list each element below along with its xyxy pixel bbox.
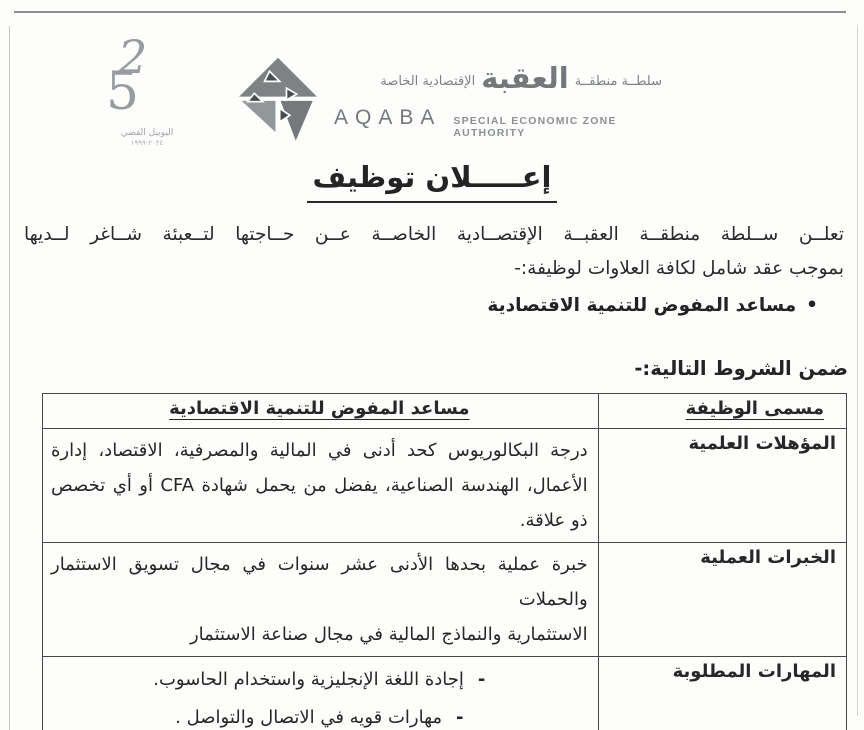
qualifications-label: المؤهلات العلمية	[598, 429, 846, 543]
intro-line-1: تعلــن ســلطة منطقــة العقبــة الإقتصــادية الخاصــة عــن حــاجتها لتــعبئة شــاغر لــديها	[24, 224, 844, 245]
document-title-text: إعـــــلان توظيف	[307, 160, 558, 203]
skill-item-2	[51, 699, 588, 730]
header-job-title-text: مسمى الوظيفة	[685, 398, 824, 419]
qualifications-line-3: ذو علاقة.	[519, 510, 588, 531]
qualifications-content	[43, 429, 599, 543]
experience-content	[43, 543, 599, 657]
requirements-table	[42, 393, 847, 730]
header-position-text: مساعد المفوض للتنمية الاقتصادية	[169, 398, 470, 419]
dash-bullet-icon: -	[477, 669, 486, 690]
skill-item-1-text: إجادة اللغة الإنجليزية واستخدام الحاسوب.	[153, 669, 464, 690]
scan-edge-top	[14, 11, 846, 13]
vacancy-title: مساعد المفوض للتنمية الاقتصادية	[487, 295, 797, 316]
document-title	[0, 160, 864, 203]
document-body	[0, 160, 864, 730]
skill-item-2-text: مهارات قويه في الاتصال والتواصل .	[175, 707, 443, 728]
skills-label: المهارات المطلوبة	[598, 657, 846, 730]
table-row-qualifications	[43, 429, 847, 543]
experience-label: الخبرات العملية	[598, 543, 846, 657]
jubilee-digit-5: 5	[106, 62, 140, 122]
aqaba-logo	[232, 50, 662, 140]
bullet-icon: •	[806, 295, 818, 316]
dash-bullet-icon: -	[456, 707, 464, 728]
aqaba-ar-suffix: الإقتصادية الخاصة	[380, 74, 476, 89]
skill-item-1	[51, 661, 588, 699]
qualifications-line-1: درجة البكالوريوس كحد أدنى في المالية والمصرفية، الاقتصاد، إدارة	[51, 440, 588, 461]
table-row-skills	[43, 657, 847, 730]
vacancy-bullet-item	[0, 292, 818, 320]
aqaba-ar-prefix: سلطــة منطقــة	[574, 74, 662, 89]
intro-line-2: بموجب عقد شامل لكافة العلاوات لوظيفة:-	[514, 258, 844, 279]
header-cell-job-title	[598, 394, 846, 429]
jubilee-dates: ٢٠٢٤-١٩٩٩	[130, 139, 164, 147]
qualifications-line-2: الأعمال، الهندسة الصناعية، يفضل من يحمل شهادة CFA أو أي تخصص	[51, 475, 588, 496]
jubilee-25-logo	[92, 30, 202, 160]
conditions-heading: ضمن الشروط التالية:-	[634, 357, 848, 380]
aqaba-ar-wordmark: العقبة	[481, 61, 569, 95]
aqaba-diamond-icon	[232, 56, 324, 144]
aqaba-en-wordmark: AQABA	[334, 106, 442, 129]
aqaba-en-subtitle: SPECIAL ECONOMIC ZONE AUTHORITY	[453, 115, 617, 139]
table-row-experience	[43, 543, 847, 657]
intro-paragraph	[24, 218, 844, 286]
aqaba-english-name	[334, 106, 662, 139]
skills-content	[43, 657, 599, 730]
jubilee-digits	[92, 30, 202, 126]
jubilee-caption: اليوبيل الفضي	[120, 128, 174, 138]
header-cell-position	[43, 394, 599, 429]
jubilee-digit-2: 2	[118, 30, 148, 84]
table-header-row	[43, 394, 847, 429]
aqaba-arabic-name	[332, 61, 662, 95]
experience-line-1: خبرة عملية بحدها الأدنى عشر سنوات في مجال تسويق الاستثمار والحملات	[51, 554, 588, 610]
experience-line-2: الاستثمارية والنماذج المالية في مجال صناعة الاستثمار	[189, 624, 588, 645]
